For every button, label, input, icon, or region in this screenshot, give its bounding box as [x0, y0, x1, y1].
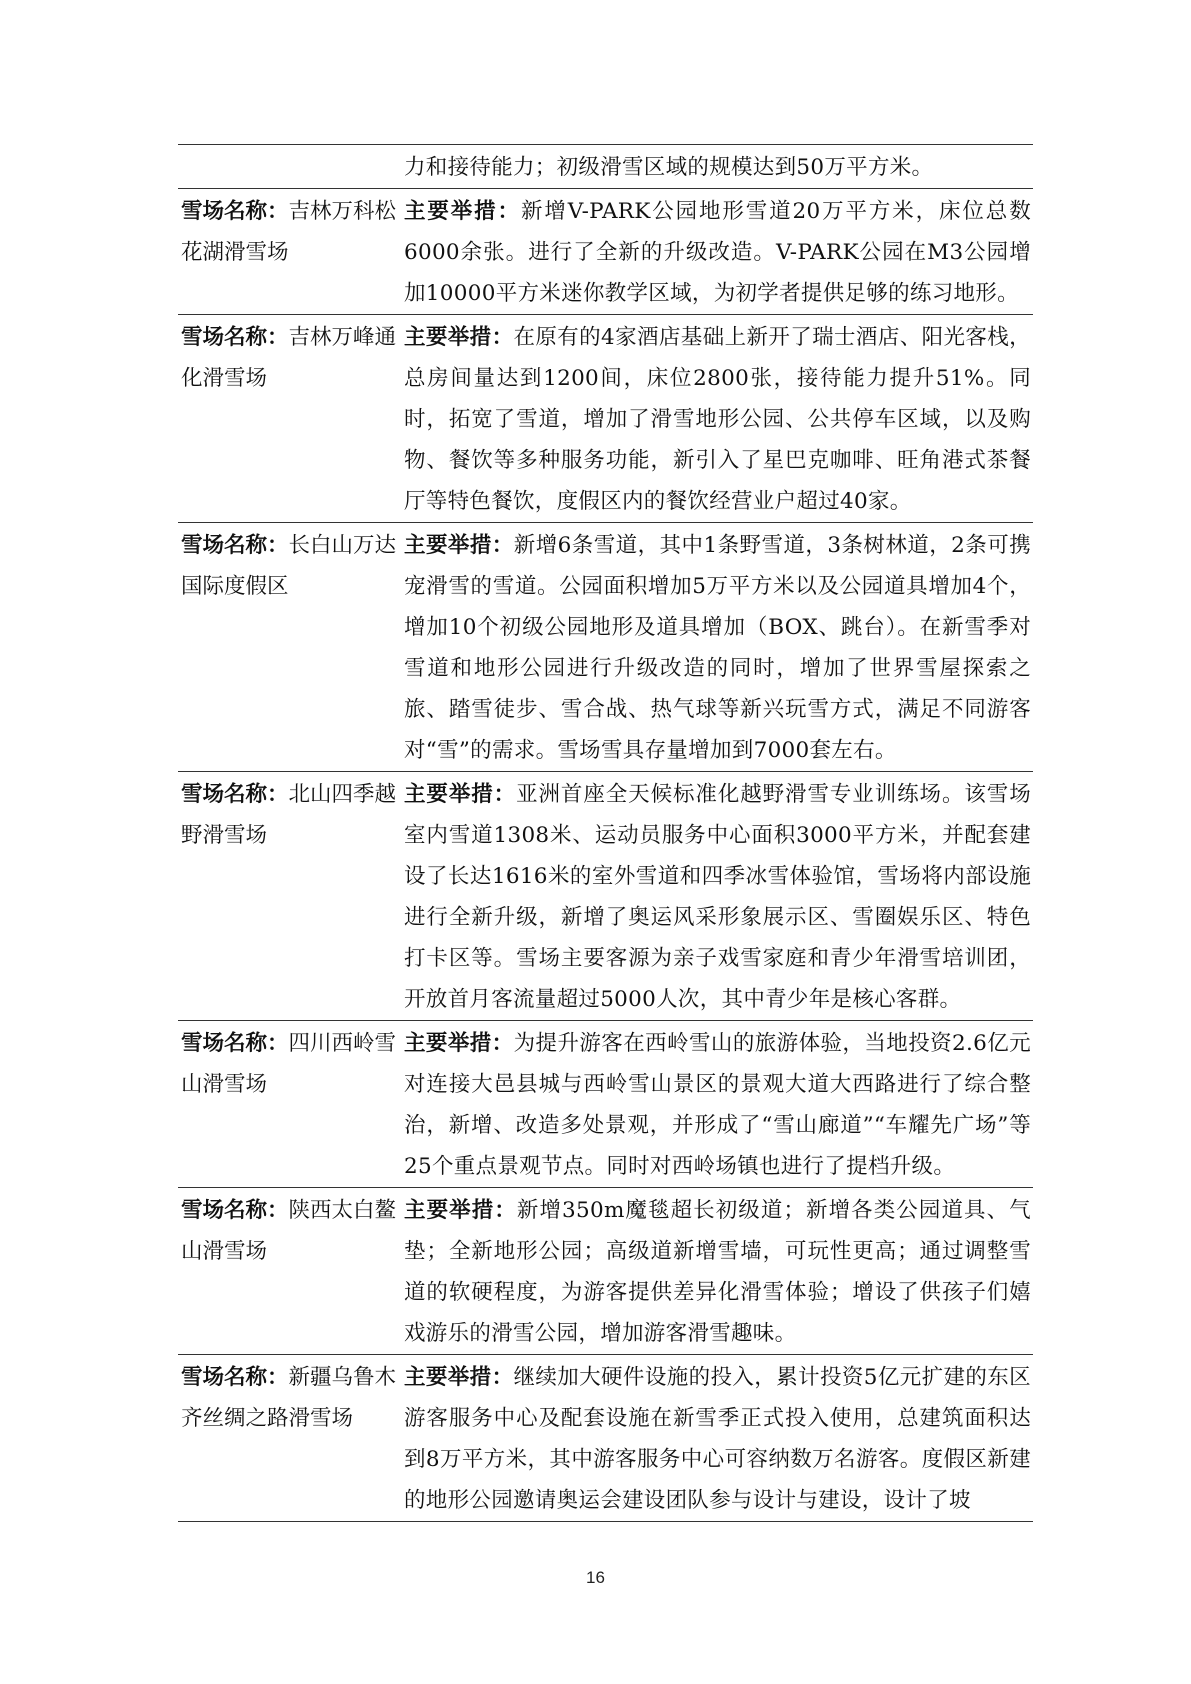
resort-name-cell — [178, 772, 400, 1021]
resort-name-label: 雪场名称： — [181, 1031, 289, 1056]
table-row — [178, 1021, 1033, 1188]
table-row — [178, 1188, 1033, 1355]
measures-cell — [400, 1188, 1033, 1355]
table-row — [178, 523, 1033, 772]
resort-name-cell — [178, 315, 400, 523]
table-row — [178, 772, 1033, 1021]
measures-cell — [400, 315, 1033, 523]
measures-text: 继续加大硬件设施的投入，累计投资5亿元扩建的东区游客服务中心及配套设施在新雪季正式投入使用，总建筑面积达到8万平方米，其中游客服务中心可容纳数万名游客。度假区新建的地形公园邀请奥运会建设团队参与设计与建设，设计了坡 — [404, 1365, 1031, 1513]
resort-name: 新疆乌鲁木齐丝绸之路滑雪场 — [181, 1365, 397, 1431]
measures-text: 亚洲首座全天候标准化越野滑雪专业训练场。该雪场室内雪道1308米、运动员服务中心面积3000平方米，并配套建设了长达1616米的室外雪道和四季冰雪体验馆，雪场将内部设施进行全新升级，新增了奥运风采形象展示区、雪圈娱乐区、特色打卡区等。雪场主要客源为亲子戏雪家庭和青少年滑雪培训团，开放首月客流量超过5000人次，其中青少年是核心客群。 — [404, 782, 1031, 1012]
measures-cell — [400, 1021, 1033, 1188]
resort-name: 四川西岭雪山滑雪场 — [181, 1031, 397, 1097]
resort-name-label: 雪场名称： — [181, 325, 289, 350]
measures-cell — [400, 145, 1033, 189]
measures-cell — [400, 189, 1033, 315]
resort-name-cell — [178, 145, 400, 189]
measures-text: 新增V-PARK公园地形雪道20万平方米，床位总数6000余张。进行了全新的升级改造。V-PARK公园在M3公园增加10000平方米迷你教学区域，为初学者提供足够的练习地形。 — [404, 199, 1031, 306]
table-row — [178, 315, 1033, 523]
table-row — [178, 189, 1033, 315]
resort-name-cell — [178, 1188, 400, 1355]
table-row — [178, 145, 1033, 189]
resort-name-cell — [178, 1021, 400, 1188]
resort-name-cell — [178, 189, 400, 315]
resort-name-label: 雪场名称： — [181, 1198, 289, 1223]
page-number: 16 — [586, 1568, 605, 1587]
resort-name: 北山四季越野滑雪场 — [181, 782, 397, 848]
measures-text: 力和接待能力；初级滑雪区域的规模达到50万平方米。 — [404, 155, 934, 180]
measures-text: 新增6条雪道，其中1条野雪道，3条树林道，2条可携宠滑雪的雪道。公园面积增加5万平方米以及公园道具增加4个，增加10个初级公园地形及道具增加（BOX、跳台）。在新雪季对雪道和地形公园进行升级改造的同时，增加了世界雪屋探索之旅、踏雪徒步、雪合战、热气球等新兴玩雪方式，满足不同游客对“雪”的需求。雪场雪具存量增加到7000套左右。 — [404, 533, 1031, 763]
resort-name: 陕西太白鳌山滑雪场 — [181, 1198, 397, 1264]
ski-resort-table — [178, 144, 1033, 1522]
measures-label: 主要举措： — [404, 1365, 514, 1390]
measures-label: 主要举措： — [404, 533, 514, 558]
measures-label: 主要举措： — [404, 782, 517, 807]
resort-name-label: 雪场名称： — [181, 782, 289, 807]
measures-cell — [400, 772, 1033, 1021]
measures-label: 主要举措： — [404, 1198, 517, 1223]
resort-name-label: 雪场名称： — [181, 1365, 289, 1390]
table-row — [178, 1355, 1033, 1522]
measures-label: 主要举措： — [404, 1031, 514, 1056]
measures-label: 主要举措： — [404, 325, 514, 350]
measures-text: 为提升游客在西岭雪山的旅游体验，当地投资2.6亿元对连接大邑县城与西岭雪山景区的景观大道大西路进行了综合整治，新增、改造多处景观，并形成了“雪山廊道”“车耀先广场”等25个重点景观节点。同时对西岭场镇也进行了提档升级。 — [404, 1031, 1031, 1179]
resort-name: 吉林万科松花湖滑雪场 — [181, 199, 397, 265]
measures-text: 在原有的4家酒店基础上新开了瑞士酒店、阳光客栈，总房间量达到1200间，床位2800张，接待能力提升51%。同时，拓宽了雪道，增加了滑雪地形公园、公共停车区域，以及购物、餐饮等多种服务功能，新引入了星巴克咖啡、旺角港式茶餐厅等特色餐饮，度假区内的餐饮经营业户超过40家。 — [404, 325, 1031, 514]
resort-name-cell — [178, 523, 400, 772]
measures-cell — [400, 523, 1033, 772]
resort-name-label: 雪场名称： — [181, 533, 289, 558]
measures-label: 主要举措： — [404, 199, 521, 224]
resort-name: 长白山万达国际度假区 — [181, 533, 397, 599]
measures-cell — [400, 1355, 1033, 1522]
resort-name: 吉林万峰通化滑雪场 — [181, 325, 397, 391]
resort-name-label: 雪场名称： — [181, 199, 289, 224]
resort-name-cell — [178, 1355, 400, 1522]
measures-text: 新增350m魔毯超长初级道；新增各类公园道具、气垫；全新地形公园；高级道新增雪墙，可玩性更高；通过调整雪道的软硬程度，为游客提供差异化滑雪体验；增设了供孩子们嬉戏游乐的滑雪公园，增加游客滑雪趣味。 — [404, 1198, 1031, 1346]
